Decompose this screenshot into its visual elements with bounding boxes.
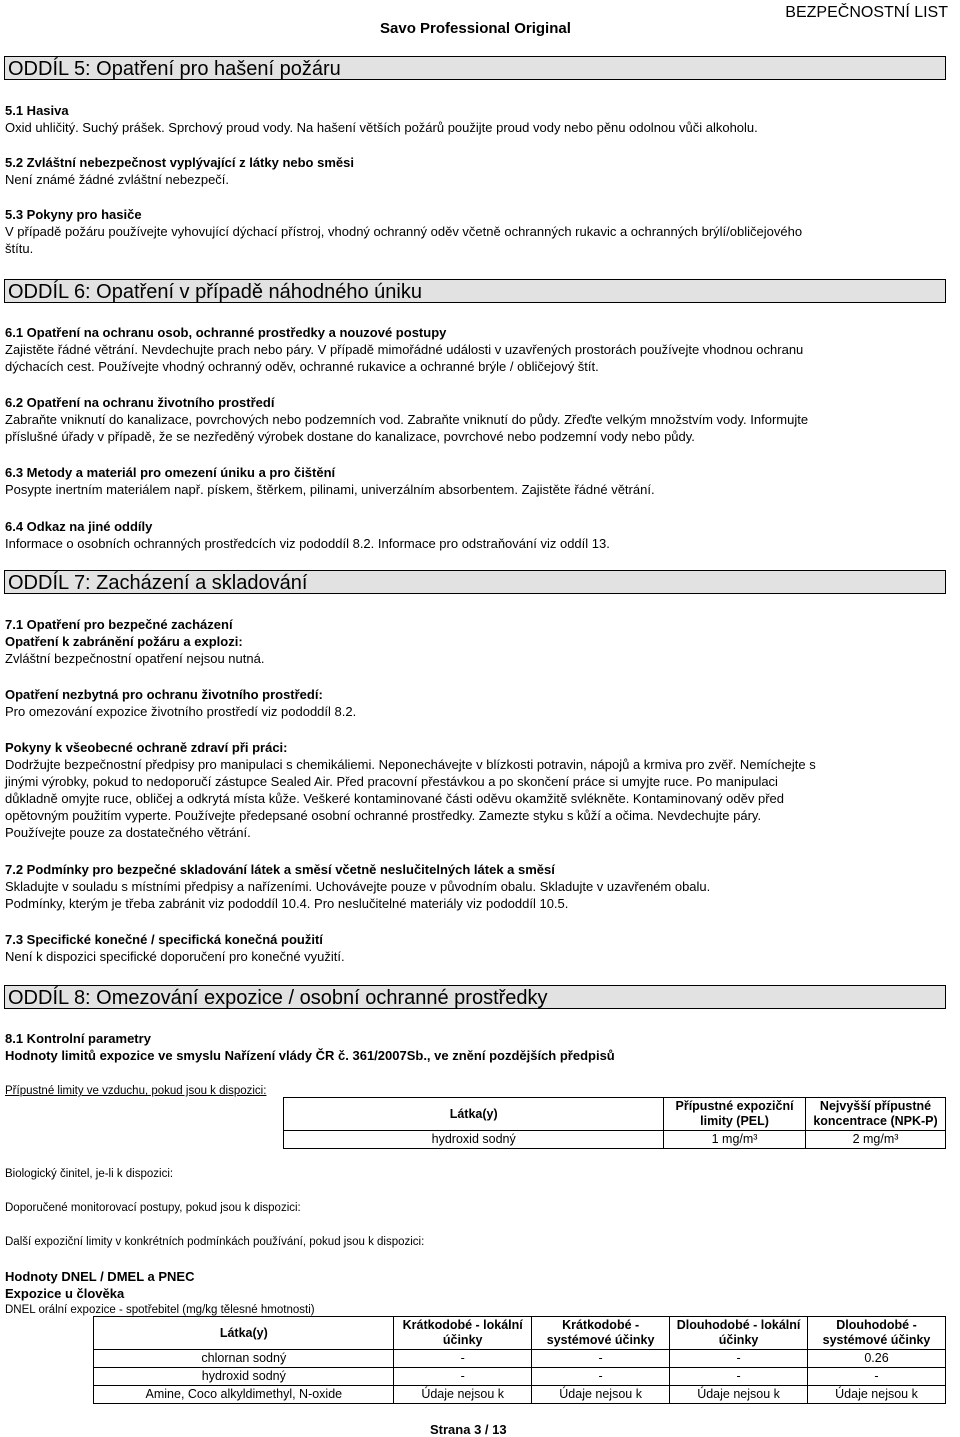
table-cell: - bbox=[670, 1368, 808, 1386]
table-row bbox=[4, 1368, 946, 1386]
table-cell: hydroxid sodný bbox=[284, 1131, 664, 1149]
table-header-row bbox=[4, 1098, 946, 1131]
table-spacer bbox=[4, 1131, 284, 1149]
table-cell: Údaje nejsou k bbox=[808, 1386, 946, 1404]
section-6-3-heading: 6.3 Metody a materiál pro omezení úniku a pro čištění bbox=[5, 465, 336, 480]
table-header-pel: Přípustné expoziční limity (PEL) bbox=[664, 1098, 806, 1131]
section-6-2-text-cont: příslušné úřady v případě, že se nezředěný výrobek dostane do kanalizace, povrchové nebo podzemní vody nebo půdy. bbox=[5, 429, 695, 444]
table-spacer bbox=[4, 1368, 94, 1386]
table-cell: - bbox=[532, 1350, 670, 1368]
section-5-2 bbox=[5, 154, 945, 188]
section-7-3-heading: 7.3 Specifické konečné / specifická konečná použití bbox=[5, 932, 323, 947]
dnel-heading-text: Hodnoty DNEL / DMEL a PNEC bbox=[5, 1269, 195, 1284]
section-7-1-text-fire: Zvláštní bezpečnostní opatření nejsou nutná. bbox=[5, 651, 265, 666]
table-cell: 1 mg/m³ bbox=[664, 1131, 806, 1149]
section-7-1-text-health-4: opětovným použitím vyperte. Používejte předepsané osobní ochranné prostředky. Zamezte styku s kůží a očima. Nevdechujte páry. bbox=[5, 808, 762, 823]
dnel-heading bbox=[5, 1268, 945, 1302]
table-header-npk: Nejvyšší přípustné koncentrace (NPK-P) bbox=[806, 1098, 946, 1131]
section-7-1-text-health-5: Používejte pouze za dostatečného větrání. bbox=[5, 825, 251, 840]
table-spacer bbox=[4, 1386, 94, 1404]
section-6-3 bbox=[5, 464, 945, 498]
section-5-3-heading: 5.3 Pokyny pro hasiče bbox=[5, 207, 142, 222]
table-cell: - bbox=[532, 1368, 670, 1386]
section-5-2-text: Není známé žádné zvláštní nebezpečí. bbox=[5, 172, 230, 187]
section-7-1-env bbox=[5, 686, 945, 720]
dnel-oral-label: DNEL orální expozice - spotřebitel (mg/kg tělesné hmotnosti) bbox=[5, 1304, 315, 1316]
table-header-substance: Látka(y) bbox=[284, 1098, 664, 1131]
table-header-long-local: Dlouhodobé - lokální účinky bbox=[670, 1317, 808, 1350]
table-cell: Údaje nejsou k bbox=[394, 1386, 532, 1404]
table-cell: - bbox=[394, 1368, 532, 1386]
air-limits-label-text: Přípustné limity ve vzduchu, pokud jsou k dispozici: bbox=[5, 1085, 267, 1097]
section-5-3 bbox=[5, 206, 945, 257]
section-7-1-text-env: Pro omezování expozice životního prostředí viz pododdíl 8.2. bbox=[5, 704, 357, 719]
section-7-1-heading: 7.1 Opatření pro bezpečné zacházení bbox=[5, 617, 233, 632]
section-5-2-heading: 5.2 Zvláštní nebezpečnost vyplývající z látky nebo směsi bbox=[5, 155, 354, 170]
table-cell: - bbox=[808, 1368, 946, 1386]
dnel-table bbox=[4, 1316, 946, 1404]
bio-factor-label: Biologický činitel, je-li k dispozici: bbox=[5, 1168, 174, 1180]
section-6-1 bbox=[5, 324, 945, 375]
section-7-1-sub-env: Opatření nezbytná pro ochranu životního prostředí: bbox=[5, 687, 323, 702]
dnel-human-heading: Expozice u člověka bbox=[5, 1286, 125, 1301]
table-row bbox=[4, 1386, 946, 1404]
section-7-2-text: Skladujte v souladu s místními předpisy a nařízeními. Uchovávejte pouze v původním obalu. Skladujte v uzavřeném obalu. bbox=[5, 879, 711, 894]
section-7-title: ODDÍL 7: Zacházení a skladování bbox=[4, 570, 946, 594]
page-number: Strana 3 / 13 bbox=[430, 1422, 507, 1437]
table-header-row bbox=[4, 1317, 946, 1350]
table-row bbox=[4, 1350, 946, 1368]
table-cell: Amine, Coco alkyldimethyl, N-oxide bbox=[94, 1386, 394, 1404]
section-6-4-heading: 6.4 Odkaz na jiné oddíly bbox=[5, 519, 153, 534]
other-limits-label: Další expoziční limity v konkrétních podmínkách používání, pokud jsou k dispozici: bbox=[5, 1236, 425, 1248]
table-cell: 0.26 bbox=[808, 1350, 946, 1368]
table-spacer bbox=[4, 1350, 94, 1368]
section-6-title: ODDÍL 6: Opatření v případě náhodného úniku bbox=[4, 279, 946, 303]
section-5-3-text-cont: štítu. bbox=[5, 241, 34, 256]
table-cell: - bbox=[394, 1350, 532, 1368]
section-8-title: ODDÍL 8: Omezování expozice / osobní ochranné prostředky bbox=[4, 985, 946, 1009]
section-7-1-sub-fire: Opatření k zabránění požáru a explozi: bbox=[5, 634, 243, 649]
section-6-4-text: Informace o osobních ochranných prostředcích viz pododdíl 8.2. Informace pro odstraňování viz oddíl 13. bbox=[5, 536, 610, 551]
section-5-1-heading: 5.1 Hasiva bbox=[5, 103, 69, 118]
table-spacer bbox=[4, 1317, 94, 1350]
section-8-1 bbox=[5, 1030, 945, 1064]
table-cell: Údaje nejsou k bbox=[670, 1386, 808, 1404]
section-7-2-heading: 7.2 Podmínky pro bezpečné skladování látek a směsí včetně neslučitelných látek a směsí bbox=[5, 862, 555, 877]
section-8-1-heading: 8.1 Kontrolní parametry bbox=[5, 1031, 151, 1046]
section-6-3-text: Posypte inertním materiálem např. pískem, štěrkem, pilinami, univerzálním absorbentem. Zajistěte řádné větrání. bbox=[5, 482, 655, 497]
section-7-3 bbox=[5, 931, 945, 965]
section-6-2-text: Zabraňte vniknutí do kanalizace, povrchových nebo podzemních vod. Zabraňte vniknutí do půdy. Zřeďte velkým množstvím vody. Informujte bbox=[5, 412, 809, 427]
section-6-1-heading: 6.1 Opatření na ochranu osob, ochranné prostředky a nouzové postupy bbox=[5, 325, 447, 340]
section-7-1-health bbox=[5, 739, 945, 841]
section-6-1-text-cont: dýchacích cest. Používejte vhodný ochranný oděv, ochranné rukavice a ochranné brýle / obličejový štít. bbox=[5, 359, 599, 374]
section-7-1-sub-health: Pokyny k všeobecné ochraně zdraví při práci: bbox=[5, 740, 288, 755]
header-document-type: BEZPEČNOSTNÍ LIST bbox=[785, 4, 948, 21]
table-cell: chlornan sodný bbox=[94, 1350, 394, 1368]
section-7-2 bbox=[5, 861, 945, 912]
section-6-2 bbox=[5, 394, 945, 445]
section-7-3-text: Není k dispozici specifické doporučení pro konečné využití. bbox=[5, 949, 345, 964]
section-5-title: ODDÍL 5: Opatření pro hašení požáru bbox=[4, 56, 946, 80]
section-7-1-text-health-1: Dodržujte bezpečnostní předpisy pro manipulaci s chemikáliemi. Neponechávejte v blízkosti potravin, nápojů a krmiva pro zvěř. Nemíchejte s bbox=[5, 757, 816, 772]
table-cell: Údaje nejsou k bbox=[532, 1386, 670, 1404]
section-6-2-heading: 6.2 Opatření na ochranu životního prostředí bbox=[5, 395, 275, 410]
section-5-3-text: V případě požáru používejte vyhovující dýchací přístroj, vhodný ochranný oděv včetně ochranných rukavic a ochranných brýlí/obličejového bbox=[5, 224, 803, 239]
section-6-4 bbox=[5, 518, 945, 552]
table-header-short-systemic: Krátkodobé - systémové účinky bbox=[532, 1317, 670, 1350]
table-header-substance: Látka(y) bbox=[94, 1317, 394, 1350]
table-cell: hydroxid sodný bbox=[94, 1368, 394, 1386]
table-row bbox=[4, 1131, 946, 1149]
section-5-1-text: Oxid uhličitý. Suchý prášek. Sprchový proud vody. Na hašení větších požárů použijte proud vody nebo pěnu odolnou vůči alkoholu. bbox=[5, 120, 758, 135]
section-7-2-text-cont: Podmínky, kterým je třeba zabránit viz pododdíl 10.4. Pro neslučitelné materiály viz pododdíl 10.5. bbox=[5, 896, 569, 911]
section-7-1-text-health-3: důkladně omyjte ruce, obličej a odkrytá místa kůže. Veškeré kontaminované části oděvu okamžitě svlékněte. Kontaminovaný oděv před bbox=[5, 791, 784, 806]
air-limits-table bbox=[4, 1097, 946, 1149]
table-cell: - bbox=[670, 1350, 808, 1368]
section-7-1-text-health-2: jinými výrobky, pokud to nedoporučí zástupce Sealed Air. Před pracovní přestávkou a po skončení práce si umyjte ruce. Po manipulaci bbox=[5, 774, 778, 789]
section-7-1 bbox=[5, 616, 945, 667]
header-product-name: Savo Professional Original bbox=[380, 20, 571, 37]
monitoring-label: Doporučené monitorovací postupy, pokud jsou k dispozici: bbox=[5, 1202, 301, 1214]
section-6-1-text: Zajistěte řádné větrání. Nevdechujte prach nebo páry. V případě mimořádné události v uzavřených prostorách používejte vhodnou ochranu bbox=[5, 342, 804, 357]
table-header-short-local: Krátkodobé - lokální účinky bbox=[394, 1317, 532, 1350]
section-5-body bbox=[5, 102, 945, 136]
table-header-long-systemic: Dlouhodobé - systémové účinky bbox=[808, 1317, 946, 1350]
table-spacer bbox=[4, 1098, 284, 1131]
table-cell: 2 mg/m³ bbox=[806, 1131, 946, 1149]
section-8-1-limits-heading: Hodnoty limitů expozice ve smyslu Nařízení vlády ČR č. 361/2007Sb., ve znění pozdějších předpisů bbox=[5, 1048, 615, 1063]
